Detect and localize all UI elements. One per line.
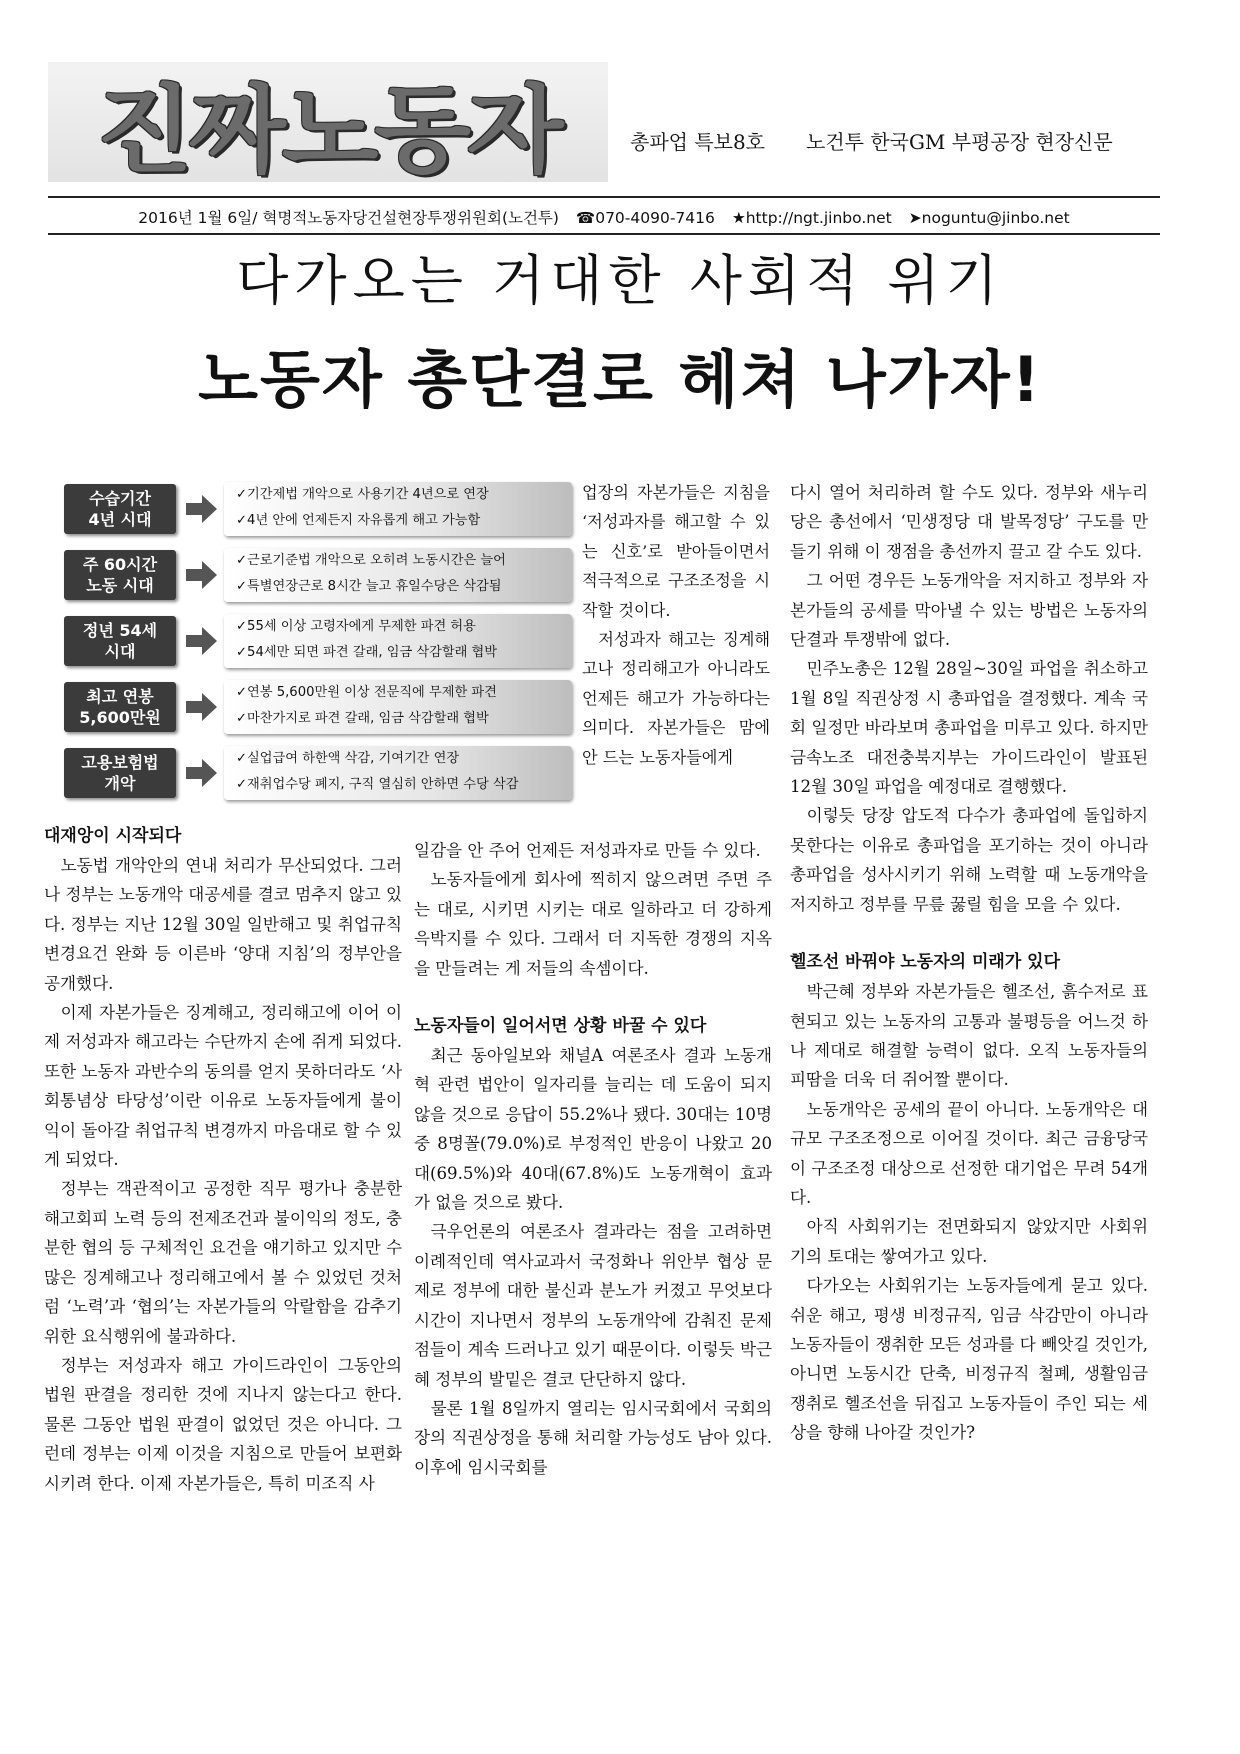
section-heading: 대재앙이 시작되다 bbox=[44, 826, 182, 846]
paragraph: 민주노총은 12월 28일~30일 파업을 취소하고 1월 8일 직권상정 시 총파업을 결정했다. 계속 국회 일정만 바라보며 총파업을 미루고 있다. 하지만 금속노조 대전충북지부는 가이드라인이 발표된 12월 30일 파업을 예정대로 결행했다. bbox=[790, 659, 1148, 797]
section-heading: 노동자들이 일어서면 상황 바꿀 수 있다 bbox=[414, 1016, 707, 1037]
date-org: 2016년 1월 6일/ 혁명적노동자당건설현장투쟁위원회(노건투) bbox=[138, 209, 559, 227]
email-link[interactable]: ➤noguntu@jinbo.net bbox=[908, 209, 1070, 227]
info-bar bbox=[48, 206, 1160, 228]
article-column-3 bbox=[790, 478, 1148, 1448]
infographic-row bbox=[54, 612, 574, 672]
website-link[interactable]: ★http://ngt.jinbo.net bbox=[731, 209, 892, 227]
paragraph: 최근 동아일보와 채널A 여론조사 결과 노동개혁 관련 법안이 일자리를 늘리는 데 도움이 되지 않을 것으로 응답이 55.2%나 됐다. 30대는 10명 중 8명꼴(79.0%)로 부정적인 반응이 나왔고 20대(69.5%)와 40대(67.8%)도 노동개혁이 효과가 없을 것으로 봤다. bbox=[414, 1046, 772, 1213]
infographic-text: ✓55세 이상 고령자에게 무제한 파견 허용 ✓54세만 되면 파견 갈래, 임금 삭감할래 협박 bbox=[224, 614, 572, 668]
infographic-text: ✓실업급여 하한액 삭감, 기여기간 연장 ✓재취업수당 폐지, 구직 열심히 안하면 수당 삭감 bbox=[224, 746, 572, 800]
paper-name: 노건투 한국GM 부평공장 현장신문 bbox=[806, 130, 1113, 154]
paragraph: 극우언론의 여론조사 결과라는 점을 고려하면 이례적인데 역사교과서 국정화나 위안부 협상 문제로 정부에 대한 불신과 분노가 커졌고 무엇보다 시간이 지나면서 정부의 노동개악에 감춰진 문제점들이 계속 드러나고 있기 때문이다. 이렇듯 박근혜 정부의 발밑은 결코 단단하지 않다. bbox=[414, 1222, 772, 1389]
paragraph: 물론 1월 8일까지 열리는 임시국회에서 국회의장의 직권상정을 통해 처리할 가능성도 남아 있다. 이후에 임시국회를 bbox=[414, 1398, 772, 1477]
infographic-label: 고용보험법 개악 bbox=[64, 748, 176, 798]
infographic-text: ✓근로기준법 개악으로 오히려 노동시간은 늘어 ✓특별연장근로 8시간 늘고 휴일수당은 삭감됨 bbox=[224, 548, 572, 602]
paragraph: 정부는 객관적이고 공정한 직무 평가나 충분한 해고회피 노력 등의 전제조건과 불이익의 정도, 충분한 협의 등 구체적인 요건을 얘기하고 있지만 수많은 징계해고나 정리해고에서 볼 수 있었던 것처럼 ‘노력’과 ‘협의’는 자본가들의 악랄함을 감추기 위한 요식행위에 불과하다. bbox=[44, 1179, 402, 1346]
bottom-rule bbox=[48, 233, 1160, 235]
issue-label: 총파업 특보8호 bbox=[630, 130, 766, 154]
labor-reform-infographic bbox=[54, 480, 574, 810]
paragraph: 아직 사회위기는 전면화되지 않았지만 사회위기의 토대는 쌓여가고 있다. bbox=[790, 1217, 1148, 1266]
paragraph: 다시 열어 처리하려 할 수도 있다. 정부와 새누리당은 총선에서 ‘민생정당 대 발목정당’ 구도를 만들기 위해 이 쟁점을 총선까지 끌고 갈 수도 있다. bbox=[790, 483, 1148, 561]
arrow-right-icon bbox=[186, 494, 218, 524]
arrow-right-icon bbox=[186, 560, 218, 590]
arrow-right-icon bbox=[186, 758, 218, 788]
paragraph: 정부는 저성과자 해고 가이드라인이 그동안의 법원 판결을 정리한 것에 지나지 않는다고 한다. 물론 그동안 법원 판결이 없었던 것은 아니다. 그런데 정부는 이제 이것을 지침으로 만들어 보편화시키려 한다. 이제 자본가들은, 특히 미조직 사 bbox=[44, 1355, 402, 1493]
headline: 노동자 총단결로 헤쳐 나가자! bbox=[198, 343, 1042, 416]
paragraph: 저성과자 해고는 징계해고나 정리해고가 아니라도 언제든 해고가 가능하다는 의미다. 자본가들은 맘에 안 드는 노동자들에게 bbox=[582, 630, 770, 767]
paragraph: 노동법 개악안의 연내 처리가 무산되었다. 그러나 정부는 노동개악 대공세를 결코 멈추지 않고 있다. 정부는 지난 12월 30일 일반해고 및 취업규칙 변경요건 완화 등 이른바 ‘양대 지침’의 정부안을 공개했다. bbox=[44, 856, 402, 993]
subheadline: 다가오는 거대한 사회적 위기 bbox=[236, 249, 1004, 312]
infographic-row bbox=[54, 678, 574, 738]
infographic-label: 최고 연봉 5,600만원 bbox=[64, 682, 176, 732]
infographic-label: 정년 54세 시대 bbox=[64, 616, 176, 666]
infographic-row bbox=[54, 546, 574, 606]
paragraph: 이렇듯 당장 압도적 다수가 총파업에 돌입하지 못한다는 이유로 총파업을 포기하는 것이 아니라 총파업을 성사시키기 위해 노력할 때 노동개악을 저지하고 정부를 무릎 꿇릴 힘을 모을 수 있다. bbox=[790, 806, 1148, 914]
infographic-text: ✓기간제법 개악으로 사용기간 4년으로 연장 ✓4년 안에 언제든지 자유롭게 해고 가능함 bbox=[224, 482, 572, 536]
masthead-title: 진짜노동자 bbox=[96, 74, 560, 186]
section-heading: 헬조선 바꿔야 노동자의 미래가 있다 bbox=[790, 952, 1061, 973]
paragraph: 일감을 안 주어 언제든 저성과자로 만들 수 있다. bbox=[414, 841, 761, 860]
top-rule bbox=[48, 196, 1160, 198]
paragraph: 노동자들에게 회사에 찍히지 않으려면 주면 주는 대로, 시키면 시키는 대로 일하라고 더 강하게 윽박지를 수 있다. 그래서 더 지독한 경쟁의 지옥을 만들려는 게 저들의 속셈이다. bbox=[414, 870, 772, 978]
arrow-right-icon bbox=[186, 692, 218, 722]
infographic-row bbox=[54, 744, 574, 804]
paragraph: 이제 자본가들은 징계해고, 정리해고에 이어 이제 저성과자 해고라는 수단까지 손에 쥐게 되었다. 또한 노동자 과반수의 동의를 얻지 못하더라도 ‘사회통념상 타당성’이란 이유로 노동자들에게 불이익이 돌아갈 취업규칙 변경까지 마음대로 할 수 있게 되었다. bbox=[44, 1003, 402, 1170]
masthead-logo bbox=[48, 62, 608, 186]
paragraph: 노동개악은 공세의 끝이 아니다. 노동개악은 대규모 구조조정으로 이어질 것이다. 최근 금융당국이 구조조정 대상으로 선정한 대기업은 무려 54개다. bbox=[790, 1099, 1148, 1207]
infographic-text: ✓연봉 5,600만원 이상 전문직에 무제한 파견 ✓마찬가지로 파견 갈래, 임금 삭감할래 협박 bbox=[224, 680, 572, 734]
article-column-2 bbox=[414, 836, 772, 1482]
paragraph: 박근혜 정부와 자본가들은 헬조선, 흙수저로 표현되고 있는 노동자의 고통과 불평등을 어느것 하나 제대로 해결할 능력이 없다. 오직 노동자들의 피땀을 더욱 더 쥐어짤 뿐이다. bbox=[790, 982, 1148, 1090]
article-column-1 bbox=[44, 822, 402, 1498]
article-column-2-top bbox=[582, 478, 770, 772]
infographic-row bbox=[54, 480, 574, 540]
paragraph: 그 어떤 경우든 노동개악을 저지하고 정부와 자본가들의 공세를 막아낼 수 있는 방법은 노동자의 단결과 투쟁밖에 없다. bbox=[790, 571, 1148, 650]
infographic-label: 주 60시간 노동 시대 bbox=[64, 550, 176, 600]
paragraph: 다가오는 사회위기는 노동자들에게 묻고 있다. 쉬운 해고, 평생 비정규직, 임금 삭감만이 아니라 노동자들이 쟁취한 모든 성과를 다 빼앗길 것인가, 아니면 노동시간 단축, 비정규직 철폐, 생활임금 쟁취로 헬조선을 뒤집고 노동자들이 주인 되는 세상을 향해 나아갈 것인가? bbox=[790, 1276, 1148, 1443]
arrow-right-icon bbox=[186, 626, 218, 656]
infographic-label: 수습기간 4년 시대 bbox=[64, 484, 176, 534]
phone: ☎070-4090-7416 bbox=[575, 209, 715, 227]
paragraph: 업장의 자본가들은 지침을 ‘저성과자를 해고할 수 있는 신호’로 받아들이면서 적극적으로 구조조정을 시작할 것이다. bbox=[582, 483, 770, 620]
